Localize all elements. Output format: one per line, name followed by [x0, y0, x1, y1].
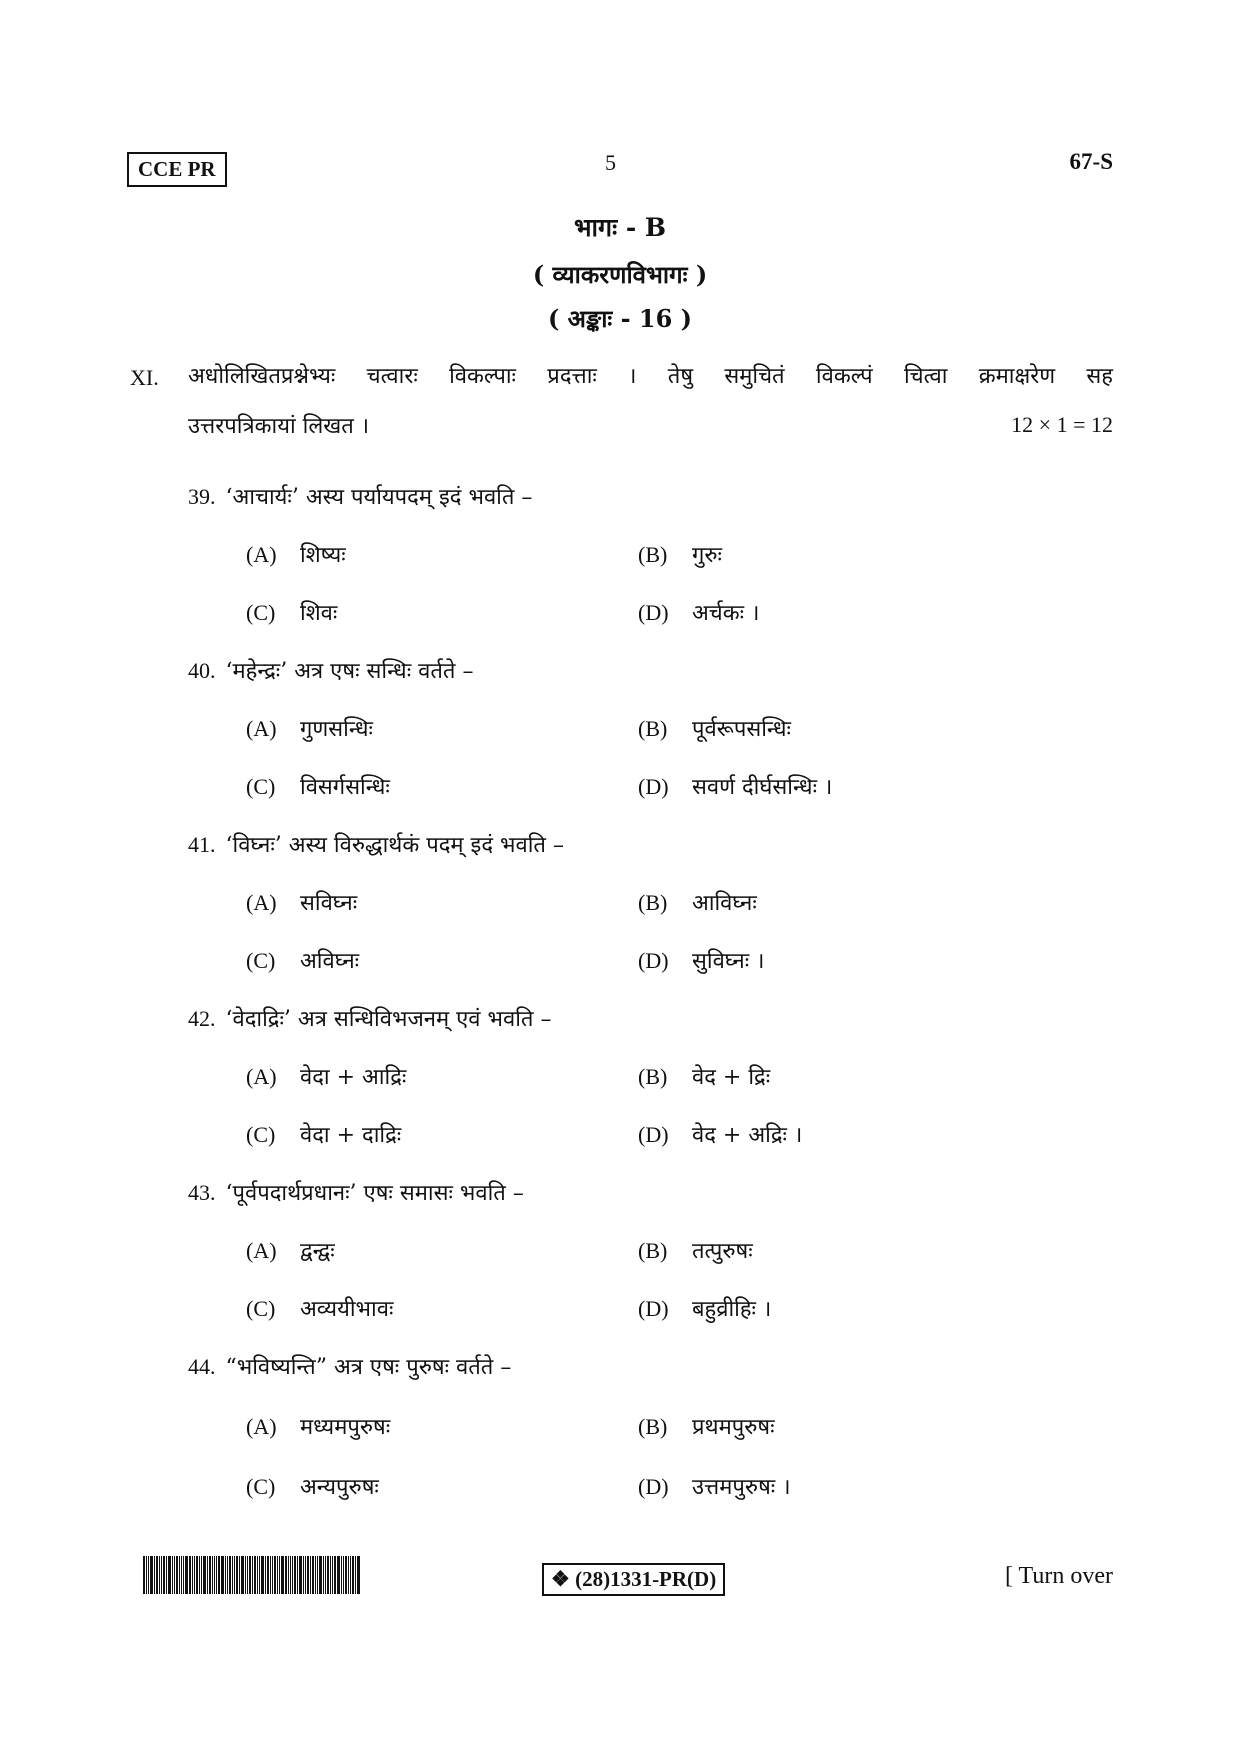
- barcode-bar: [343, 1556, 344, 1594]
- barcode-bar: [352, 1556, 354, 1594]
- footer-code: ❖ (28)1331-PR(D): [542, 1563, 725, 1596]
- option-44-c: (C) अन्यपुरुषः: [246, 1474, 379, 1500]
- barcode-bar: [254, 1556, 256, 1594]
- question-number: 39.: [188, 484, 216, 509]
- option-42-d: (D) वेद + अद्रिः ।: [638, 1122, 803, 1148]
- option-41-c: (C) अविघ्नः: [246, 948, 360, 974]
- barcode-bar: [285, 1556, 287, 1594]
- option-40-a: (A) गुणसन्धिः: [246, 716, 373, 742]
- barcode-bar: [267, 1556, 269, 1594]
- paper-code: 67-S: [1069, 149, 1113, 174]
- option-43-d: (D) बहुव्रीहिः ।: [638, 1296, 772, 1322]
- option-39-a: (A) शिष्यः: [246, 542, 346, 568]
- question-43: [188, 1177, 524, 1207]
- barcode-bar: [323, 1556, 324, 1594]
- option-44-b: (B) प्रथमपुरुषः: [638, 1414, 775, 1440]
- barcode-bar: [270, 1556, 271, 1594]
- barcode-bar: [317, 1556, 318, 1594]
- option-42-c: (C) वेदा + दाद्रिः: [246, 1122, 402, 1148]
- barcode-bar: [257, 1556, 258, 1594]
- barcode-bar: [239, 1556, 240, 1594]
- barcode-bar: [179, 1556, 180, 1594]
- barcode-bar: [350, 1556, 351, 1594]
- barcode-bar: [355, 1556, 356, 1594]
- instruction-line-1: अधोलिखितप्रश्नेभ्यः चत्वारः विकल्पाः प्रदत्ताः । तेषु समुचितं विकल्पं चित्वा क्रमाक्षरेण सह: [188, 364, 1113, 389]
- barcode-bar: [272, 1556, 273, 1594]
- barcode-bar: [294, 1556, 296, 1594]
- header-left-code: CCE PR: [127, 152, 227, 187]
- barcode-bar: [168, 1556, 171, 1594]
- barcode-bar: [345, 1556, 347, 1594]
- question-number: 44.: [188, 1354, 216, 1379]
- barcode-bar: [218, 1556, 220, 1594]
- question-text: “भविष्यन्ति” अत्र एषः पुरुषः वर्तते –: [225, 1355, 512, 1380]
- barcode-bar: [225, 1556, 226, 1594]
- option-43-b: (B) तत्पुरुषः: [638, 1238, 753, 1264]
- barcode-bar: [247, 1556, 248, 1594]
- barcode-bar: [154, 1556, 155, 1594]
- barcode-bar: [337, 1556, 340, 1594]
- barcode-bar: [216, 1556, 217, 1594]
- page-number: 5: [605, 150, 616, 175]
- question-41: [188, 829, 564, 859]
- barcode-bar: [259, 1556, 260, 1594]
- barcode-bar: [221, 1556, 224, 1594]
- question-text: ‘पूर्वपदार्थप्रधानः’ एषः समासः भवति –: [225, 1181, 524, 1206]
- barcode-bar: [174, 1556, 175, 1594]
- barcode-bar: [357, 1556, 360, 1594]
- barcode-bar: [146, 1556, 147, 1594]
- barcode-bar: [150, 1556, 153, 1594]
- barcode-bar: [334, 1556, 336, 1594]
- barcode-bar: [192, 1556, 193, 1594]
- question-number: 43.: [188, 1180, 216, 1205]
- option-40-d: (D) सवर्ण दीर्घसन्धिः ।: [638, 774, 833, 800]
- barcode-bar: [156, 1556, 158, 1594]
- option-43-a: (A) द्वन्द्वः: [246, 1238, 335, 1264]
- barcode-bar: [172, 1556, 173, 1594]
- question-text: ‘आचार्यः’ अस्य पर्यायपदम् इदं भवति –: [225, 485, 533, 510]
- barcode-bar: [212, 1556, 213, 1594]
- barcode-bar: [236, 1556, 238, 1594]
- instruction-marks: 12 × 1 = 12: [1011, 412, 1113, 437]
- barcode-bar: [176, 1556, 178, 1594]
- barcode-bar: [159, 1556, 160, 1594]
- barcode-bar: [341, 1556, 342, 1594]
- barcode-bar: [315, 1556, 316, 1594]
- option-42-b: (B) वेद + द्रिः: [638, 1064, 771, 1090]
- barcode-bar: [214, 1556, 215, 1594]
- barcode-bar: [279, 1556, 280, 1594]
- barcode-bar: [161, 1556, 162, 1594]
- barcode-bar: [332, 1556, 333, 1594]
- question-text: ‘विघ्नः’ अस्य विरुद्धार्थकं पदम् इदं भवति –: [225, 833, 564, 858]
- option-41-a: (A) सविघ्नः: [246, 890, 358, 916]
- question-44: [188, 1351, 511, 1381]
- barcode-bar: [194, 1556, 195, 1594]
- barcode-bar: [348, 1556, 349, 1594]
- question-42: [188, 1003, 551, 1033]
- barcode-bar: [249, 1556, 251, 1594]
- barcode-bar: [196, 1556, 198, 1594]
- option-39-b: (B) गुरुः: [638, 542, 722, 568]
- question-number: 40.: [188, 658, 216, 683]
- option-44-d: (D) उत्तमपुरुषः ।: [638, 1474, 791, 1500]
- barcode-bar: [325, 1556, 326, 1594]
- option-41-b: (B) आविघ्नः: [638, 890, 757, 916]
- barcode-bar: [297, 1556, 298, 1594]
- section-title: ( व्याकरणविभागः ): [532, 260, 708, 289]
- barcode-bar: [183, 1556, 184, 1594]
- barcode-bar: [209, 1556, 211, 1594]
- option-41-d: (D) सुविघ्नः ।: [638, 948, 765, 974]
- option-43-c: (C) अव्ययीभावः: [246, 1296, 394, 1322]
- barcode-bar: [199, 1556, 200, 1594]
- question-number: 41.: [188, 832, 216, 857]
- question-number: 42.: [188, 1006, 216, 1031]
- barcode-bar: [265, 1556, 266, 1594]
- question-text: ‘महेन्द्रः’ अत्र एषः सन्धिः वर्तते –: [225, 659, 474, 684]
- barcode-bar: [307, 1556, 309, 1594]
- barcode-bar: [241, 1556, 244, 1594]
- barcode-bar: [166, 1556, 167, 1594]
- instruction-number: XI.: [130, 365, 159, 390]
- barcode-bar: [229, 1556, 231, 1594]
- barcode-bar: [327, 1556, 329, 1594]
- instruction-line-2: उत्तरपत्रिकायां लिखत ।: [188, 414, 370, 439]
- question-39: [188, 481, 532, 511]
- barcode-bar: [189, 1556, 191, 1594]
- option-42-a: (A) वेदा + आद्रिः: [246, 1064, 407, 1090]
- barcode-bar: [227, 1556, 228, 1594]
- option-40-c: (C) विसर्गसन्धिः: [246, 774, 390, 800]
- barcode-bar: [207, 1556, 208, 1594]
- barcode-bar: [148, 1556, 149, 1594]
- barcode-bar: [330, 1556, 331, 1594]
- section-marks: ( अङ्काः - 16 ): [547, 304, 693, 333]
- barcode-bar: [310, 1556, 311, 1594]
- barcode-bar: [290, 1556, 291, 1594]
- option-44-a: (A) मध्यमपुरुषः: [246, 1414, 391, 1440]
- barcode-bar: [277, 1556, 278, 1594]
- barcode-bar: [312, 1556, 314, 1594]
- question-text: ‘वेदाद्रिः’ अत्र सन्धिविभजनम् एवं भवति –: [225, 1007, 552, 1032]
- part-title: भागः - B: [573, 213, 667, 242]
- barcode-bar: [181, 1556, 182, 1594]
- barcode-bar: [305, 1556, 306, 1594]
- barcode-bar: [232, 1556, 233, 1594]
- barcode-bar: [261, 1556, 264, 1594]
- barcode-bar: [203, 1556, 206, 1594]
- barcode-bar: [163, 1556, 165, 1594]
- barcode-bar: [201, 1556, 202, 1594]
- barcode-bar: [234, 1556, 235, 1594]
- question-40: [188, 655, 473, 685]
- option-40-b: (B) पूर्वरूपसन्धिः: [638, 716, 791, 742]
- barcode-bar: [292, 1556, 293, 1594]
- barcode-bar: [303, 1556, 304, 1594]
- barcode-bar: [252, 1556, 253, 1594]
- barcode-bar: [274, 1556, 276, 1594]
- barcode-bar: [245, 1556, 246, 1594]
- barcode: [143, 1556, 423, 1594]
- barcode-bar: [299, 1556, 302, 1594]
- barcode-bar: [319, 1556, 322, 1594]
- barcode-bar: [143, 1556, 145, 1594]
- turn-over-note: [ Turn over: [1004, 1563, 1113, 1589]
- option-39-c: (C) शिवः: [246, 600, 338, 626]
- option-39-d: (D) अर्चकः ।: [638, 600, 760, 626]
- barcode-bar: [185, 1556, 188, 1594]
- barcode-bar: [281, 1556, 284, 1594]
- barcode-bar: [288, 1556, 289, 1594]
